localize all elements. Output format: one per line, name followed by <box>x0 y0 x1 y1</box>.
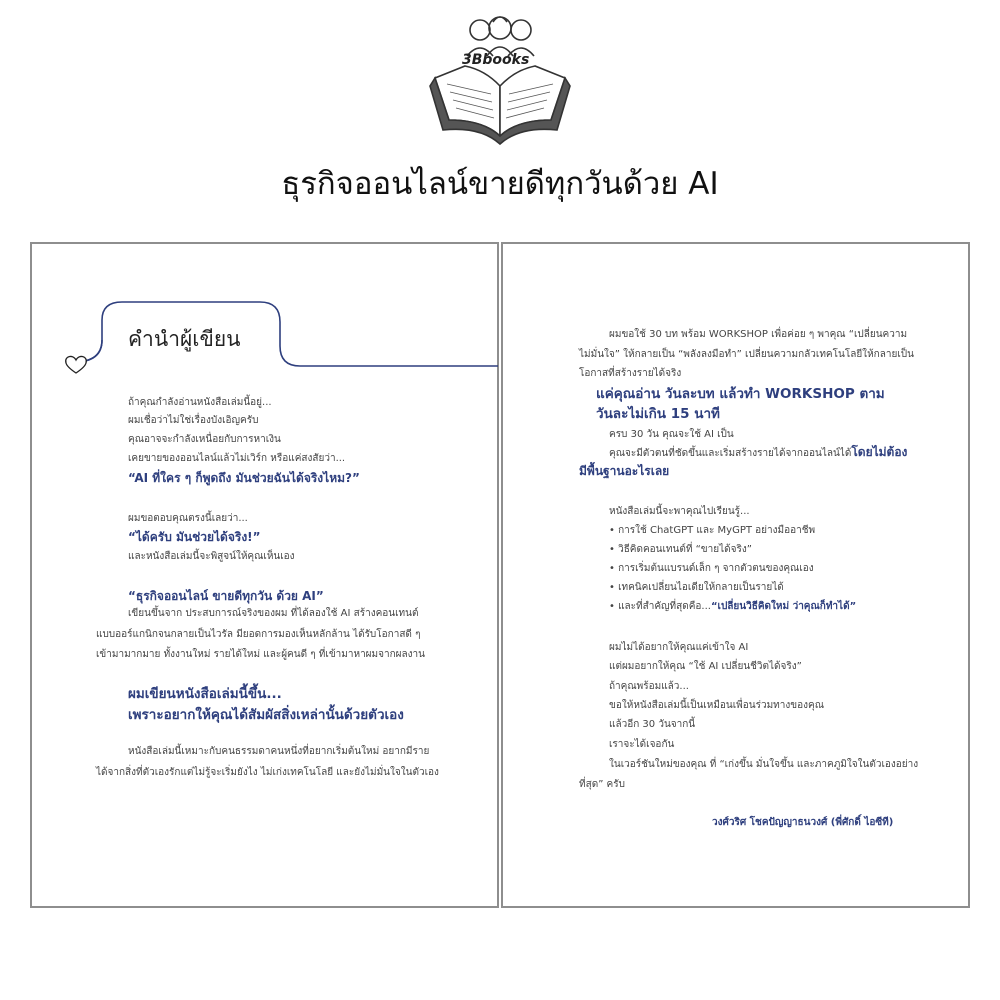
paragraph-line: เขียนขึ้นจาก ประสบการณ์จริงของผม ที่ได้ลองใช้ AI สร้างคอนเทนต์ <box>128 608 419 619</box>
paragraph-line: เข้ามามากมาย ทั้งงานใหม่ รายได้ใหม่ และผู้คนดี ๆ ที่เข้ามาหาผมจากผลงาน <box>96 649 425 660</box>
paragraph-line: หนังสือเล่มนี้เหมาะกับคนธรรมดาคนหนึ่งที่อยากเริ่มต้นใหม่ อยากมีราย <box>128 746 430 757</box>
publisher-logo <box>425 8 575 148</box>
question-quote: “AI ที่ใคร ๆ ก็พูดถึง มันช่วยฉันได้จริงไหม?” <box>128 471 360 485</box>
result-line <box>609 444 907 462</box>
result-text: คุณจะมีตัวตนที่ชัดขึ้นและเริ่มสร้างรายได้จากออนไลน์ได้ <box>609 448 852 459</box>
highlight-line: วันละไม่เกิน 15 นาที <box>596 406 720 422</box>
closing-line: แต่ผมอยากให้คุณ “ใช้ AI เปลี่ยนชีวิตได้จริง” <box>609 661 802 672</box>
paragraph-line: โอกาสที่สร้างรายได้จริง <box>579 368 682 379</box>
book-title: ธุรกิจออนไลน์ขายดีทุกวันด้วย AI <box>281 166 719 202</box>
heart-icon <box>66 356 87 373</box>
bullet-bold: “เปลี่ยนวิธีคิดใหม่ ว่าคุณก็ทำได้” <box>710 601 857 612</box>
paragraph-line: ได้จากสิ่งที่ตัวเองรักแต่ไม่รู้จะเริ่มยังไง ไม่เก่งเทคโนโลยี และยังไม่มั่นใจในตัวเอง <box>96 767 439 778</box>
list-intro: หนังสือเล่มนี้จะพาคุณไปเรียนรู้... <box>609 506 750 517</box>
headline-line: เพราะอยากให้คุณได้สัมผัสสิ่งเหล่านั้นด้วยตัวเอง <box>128 707 404 723</box>
bullet-item <box>609 599 856 615</box>
preface-heading: คำนำผู้เขียน <box>128 327 241 351</box>
result-line: ครบ 30 วัน คุณจะใช้ AI เป็น <box>609 429 734 440</box>
paragraph-line: ไม่มั่นใจ” ให้กลายเป็น “พลังลงมือทำ” เปลี่ยนความกลัวเทคโนโลยีให้กลายเป็น <box>579 349 914 360</box>
subtitle-quote: “ธุรกิจออนไลน์ ขายดีทุกวัน ด้วย AI” <box>128 589 324 603</box>
logo-wordmark: 3Bbooks <box>462 52 530 68</box>
closing-line: ขอให้หนังสือเล่มนี้เป็นเหมือนเพื่อนร่วมทางของคุณ <box>609 700 824 711</box>
final-line: ที่สุด” ครับ <box>579 779 625 790</box>
headline-line: ผมเขียนหนังสือเล่มนี้ขึ้น... <box>128 686 282 702</box>
bullet-item: • เทคนิคเปลี่ยนไอเดียให้กลายเป็นรายได้ <box>609 582 784 593</box>
paragraph-line: แบบออร์แกนิกจนกลายเป็นไวรัล มียอดการมองเห็นหลักล้าน ได้รับโอกาสดี ๆ <box>96 629 421 640</box>
bullet-item: • วิธีคิดคอนเทนต์ที่ “ขายได้จริง” <box>609 544 752 555</box>
result-bold-line: มีพื้นฐานอะไรเลย <box>579 464 670 478</box>
closing-line: เราจะได้เจอกัน <box>609 739 675 750</box>
highlight-line: แค่คุณอ่าน วันละบท แล้วทำ WORKSHOP ตาม <box>596 386 885 402</box>
intro-line: ผมเชื่อว่าไม่ใช่เรื่องบังเอิญครับ <box>128 415 259 426</box>
answer-quote: “ได้ครับ มันช่วยได้จริง!” <box>128 530 261 544</box>
final-line: ในเวอร์ชันใหม่ของคุณ ที่ “เก่งขึ้น มั่นใจขึ้น และภาคภูมิใจในตัวเองอย่าง <box>609 759 919 770</box>
answer-intro: ผมขอตอบคุณตรงนี้เลยว่า... <box>128 513 248 524</box>
bullet-prefix: • และที่สำคัญที่สุดคือ... <box>609 601 711 612</box>
bullet-item: • การเริ่มต้นแบรนด์เล็ก ๆ จากตัวตนของคุณเอง <box>609 563 814 574</box>
bullet-item: • การใช้ ChatGPT และ MyGPT อย่างมืออาชีพ <box>609 525 816 536</box>
closing-line: แล้วอีก 30 วันจากนี้ <box>609 719 696 730</box>
closing-line: ถ้าคุณพร้อมแล้ว... <box>609 681 689 692</box>
answer-follow: และหนังสือเล่มนี้จะพิสูจน์ให้คุณเห็นเอง <box>128 551 295 562</box>
author-signature: วงศ์วริศ โชคปัญญาธนวงศ์ (พี่ศักดิ์ ไอซีที) <box>712 817 894 828</box>
intro-line: ถ้าคุณกำลังอ่านหนังสือเล่มนี้อยู่... <box>128 397 272 408</box>
intro-line: คุณอาจจะกำลังเหนื่อยกับการหาเงิน <box>128 434 281 445</box>
result-bold: โดยไม่ต้อง <box>851 445 908 459</box>
paragraph-line: ผมขอใช้ 30 บท พร้อม WORKSHOP เพื่อค่อย ๆ พาคุณ “เปลี่ยนความ <box>609 329 908 340</box>
intro-line: เคยขายของออนไลน์แล้วไม่เวิร์ก หรือแค่สงสัยว่า... <box>128 453 346 464</box>
preface-header-frame <box>32 290 498 380</box>
closing-line: ผมไม่ได้อยากให้คุณแค่เข้าใจ AI <box>609 642 749 653</box>
